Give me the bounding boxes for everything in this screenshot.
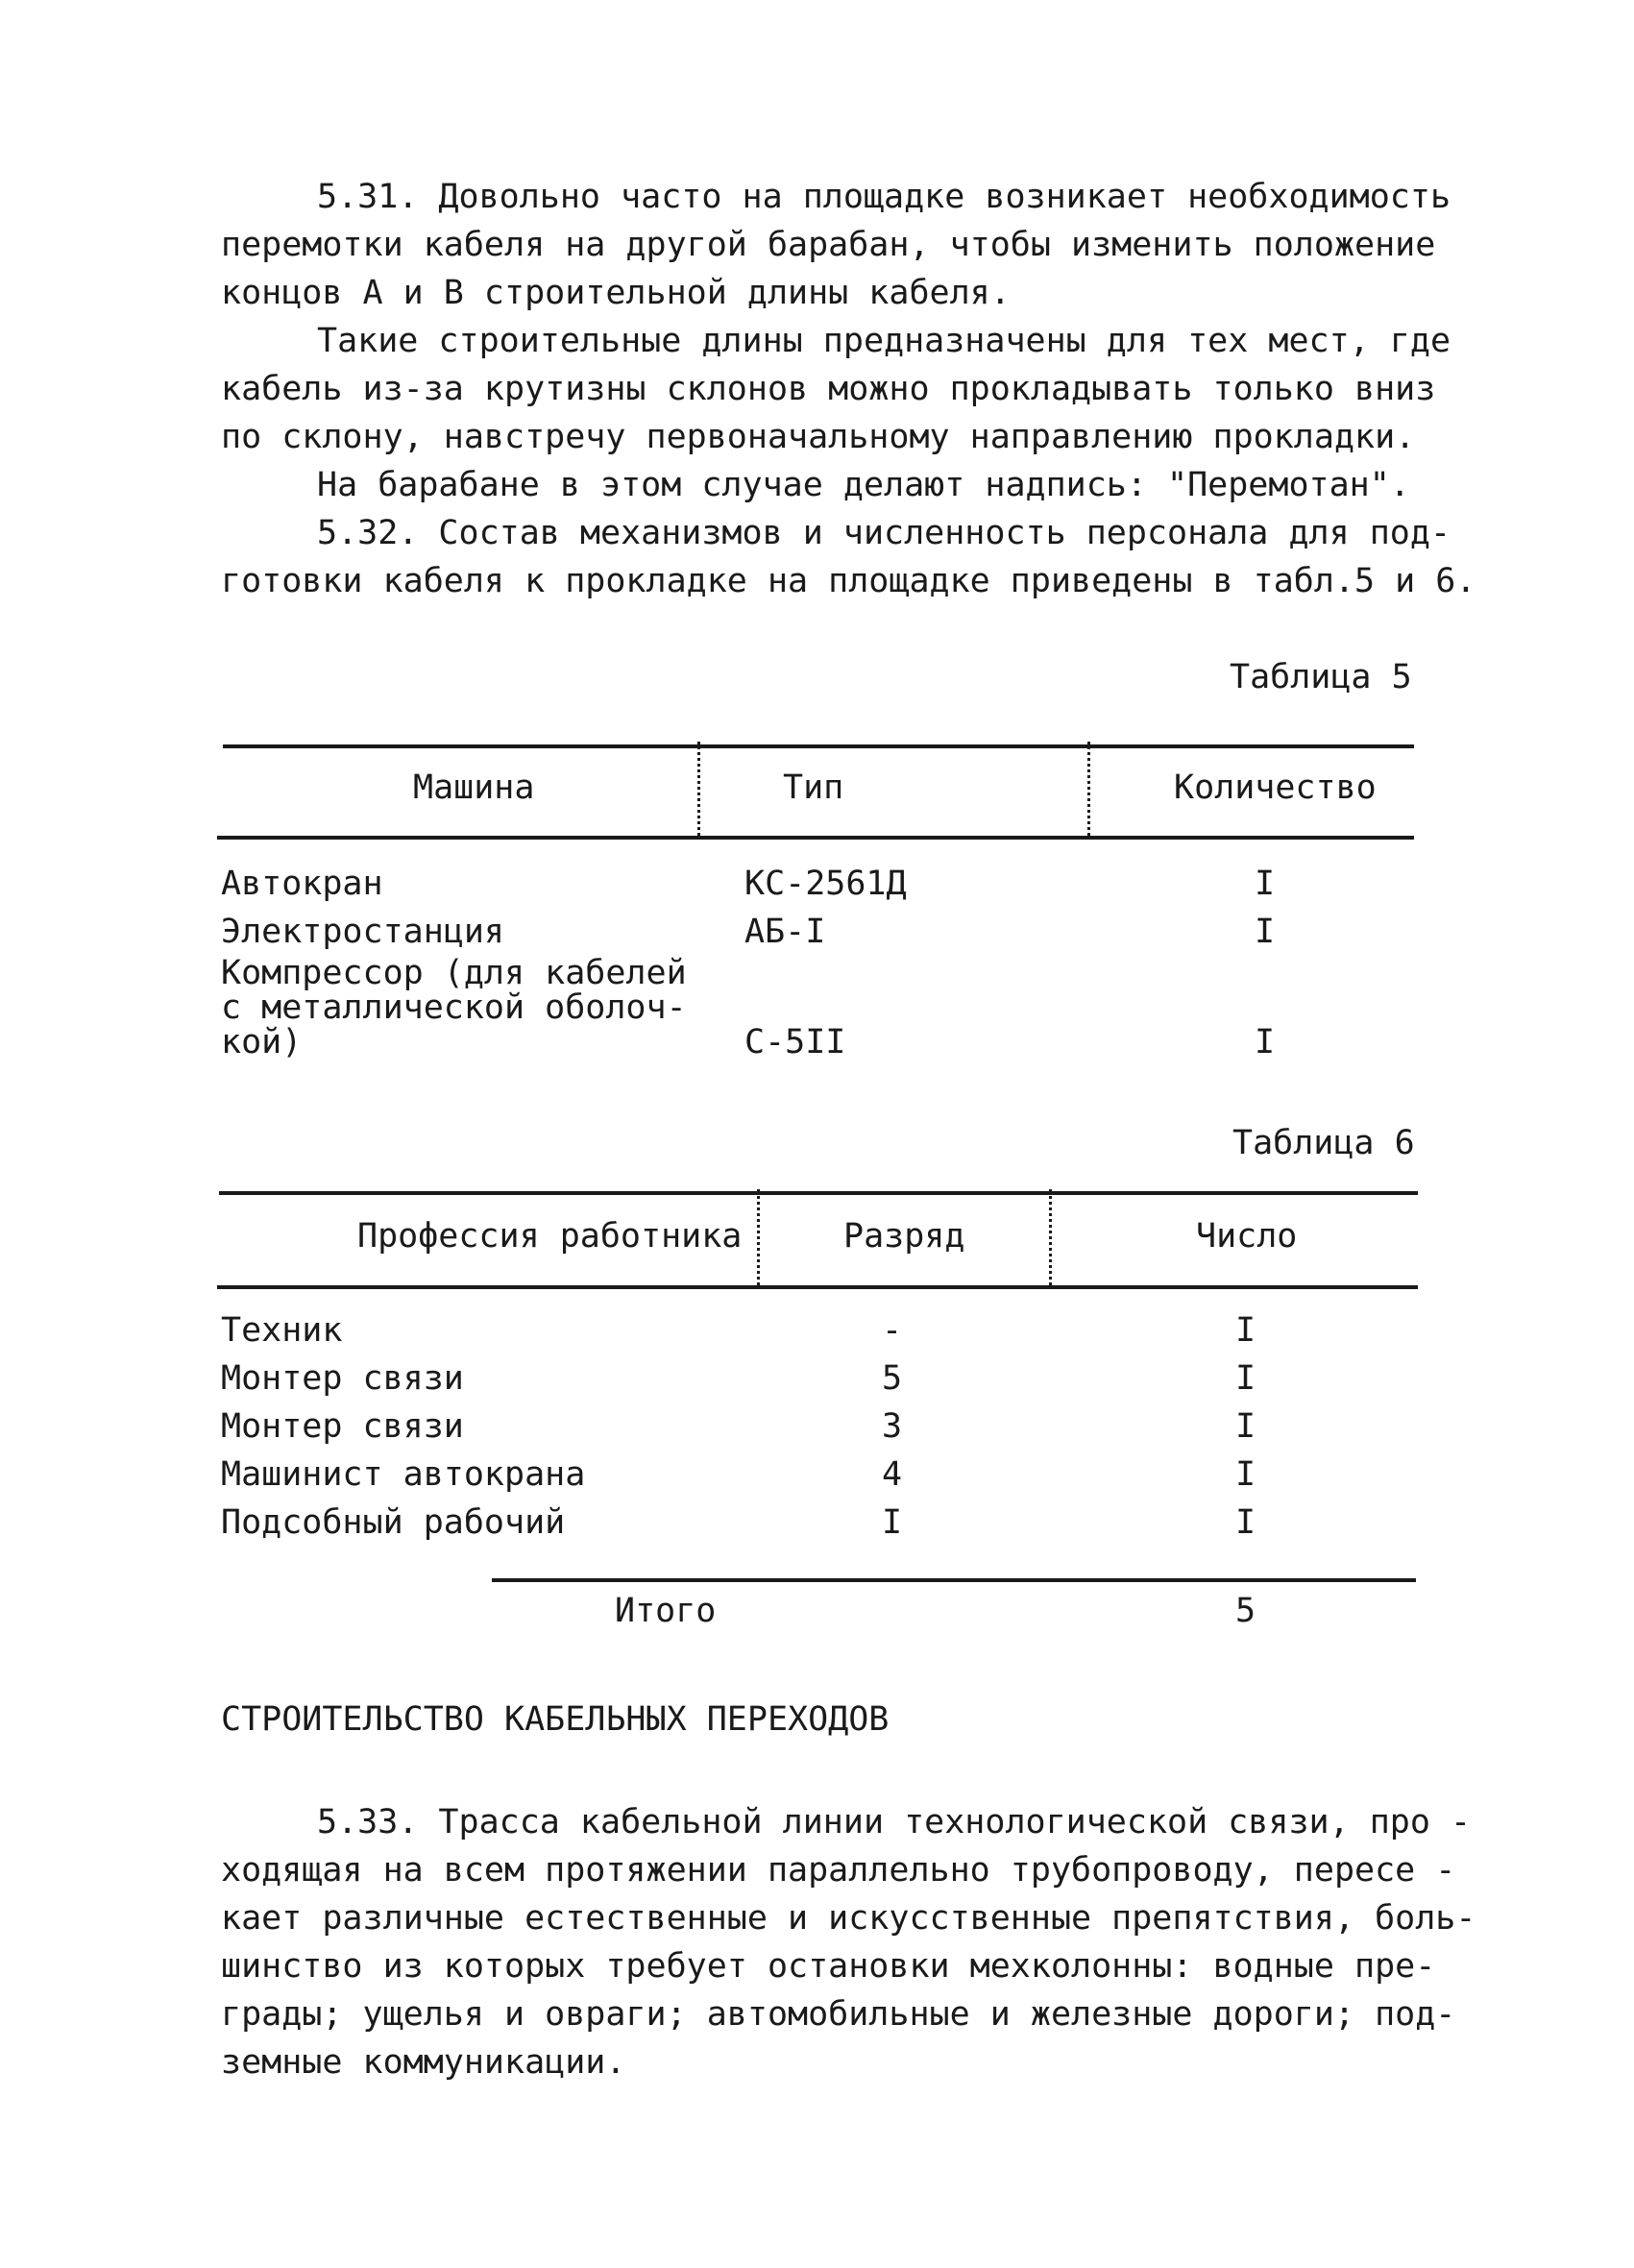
table5-row-qty: I: [1255, 1023, 1276, 1061]
table6-column-separator: [757, 1189, 760, 1285]
text-line: шинство из которых требует остановки мехколонны: водные пре-: [221, 1947, 1436, 1986]
table6-total-label: Итого: [615, 1592, 717, 1630]
table6-row-count: I: [1235, 1455, 1256, 1494]
table5-caption: Таблица 5: [1230, 658, 1412, 696]
table6-header-grade: Разряд: [843, 1217, 965, 1256]
table6-row-name: Монтер связи: [221, 1359, 464, 1398]
table5-row-name: Электростанция: [221, 913, 505, 951]
table6-total-value: 5: [1235, 1592, 1256, 1630]
table5-column-separator: [697, 742, 700, 836]
table6-header-count: Число: [1196, 1217, 1298, 1256]
text-line: концов А и В строительной длины кабеля.: [221, 274, 1011, 312]
table6-row-grade: 4: [882, 1455, 903, 1494]
table6-row-name: Машинист автокрана: [221, 1455, 586, 1494]
table6-row-name: Техник: [221, 1311, 343, 1350]
text-line: кает различные естественные и искусственные препятствия, боль-: [221, 1899, 1476, 1938]
text-line: Такие строительные длины предназначены для тех мест, где: [317, 322, 1451, 360]
text-line: грады; ущелья и овраги; автомобильные и железные дороги; под-: [221, 1995, 1456, 2034]
table5-row-type: КС-2561Д: [744, 865, 907, 903]
text-line: земные коммуникации.: [221, 2043, 626, 2082]
text-line: по склону, навстречу первоначальному направлению прокладки.: [221, 418, 1416, 456]
text-line: 5.31. Довольно часто на площадке возникает необходимость: [317, 178, 1451, 216]
table5-top-rule: [223, 744, 1414, 748]
table6-header-profession: Профессия работника: [357, 1217, 743, 1256]
text-line: ходящая на всем протяжении параллельно трубопроводу, пересе -: [221, 1851, 1456, 1890]
table5-header-quantity: Количество: [1174, 768, 1377, 807]
table6-top-rule: [219, 1191, 1418, 1195]
text-line: 5.32. Состав механизмов и численность персонала для под-: [317, 514, 1451, 552]
table6-row-grade: -: [882, 1311, 903, 1350]
table5-row-name: Автокран: [221, 865, 383, 903]
table6-row-name: Подсобный рабочий: [221, 1503, 566, 1542]
table6-row-grade: 5: [882, 1359, 903, 1398]
text-line: кабель из-за крутизны склонов можно прокладывать только вниз: [221, 370, 1436, 408]
text-line: готовки кабеля к прокладке на площадке приведены в табл.5 и 6.: [221, 562, 1476, 600]
text-line: На барабане в этом случае делают надпись: "Перемотан".: [317, 466, 1410, 504]
table5-row-qty: I: [1255, 865, 1276, 903]
table6-total-rule: [492, 1578, 1416, 1582]
table5-row-name: кой): [221, 1023, 303, 1061]
table5-row-type: С-5II: [744, 1023, 846, 1061]
section-heading: СТРОИТЕЛЬСТВО КАБЕЛЬНЫХ ПЕРЕХОДОВ: [221, 1700, 890, 1739]
text-line: перемотки кабеля на другой барабан, чтобы изменить положение: [221, 226, 1436, 264]
table6-row-count: I: [1235, 1359, 1256, 1398]
table6-row-grade: 3: [882, 1407, 903, 1446]
text-line: 5.33. Трасса кабельной линии технологической связи, про -: [317, 1803, 1472, 1841]
table5-header-machine: Машина: [413, 768, 535, 807]
table5-row-name: с металлической оболоч-: [221, 988, 687, 1027]
table5-header-rule: [217, 836, 1414, 840]
table5-row-type: АБ-I: [744, 913, 826, 951]
table5-column-separator: [1087, 742, 1090, 836]
table6-row-count: I: [1235, 1407, 1256, 1446]
table6-column-separator: [1049, 1189, 1052, 1285]
table5-row-qty: I: [1255, 913, 1276, 951]
table6-header-rule: [217, 1285, 1418, 1289]
table5-row-name: Компрессор (для кабелей: [221, 954, 687, 992]
table5-header-type: Тип: [783, 768, 844, 807]
table6-caption: Таблица 6: [1232, 1124, 1415, 1162]
table6-row-name: Монтер связи: [221, 1407, 464, 1446]
table6-row-count: I: [1235, 1311, 1256, 1350]
table6-row-grade: I: [882, 1503, 903, 1542]
table6-row-count: I: [1235, 1503, 1256, 1542]
